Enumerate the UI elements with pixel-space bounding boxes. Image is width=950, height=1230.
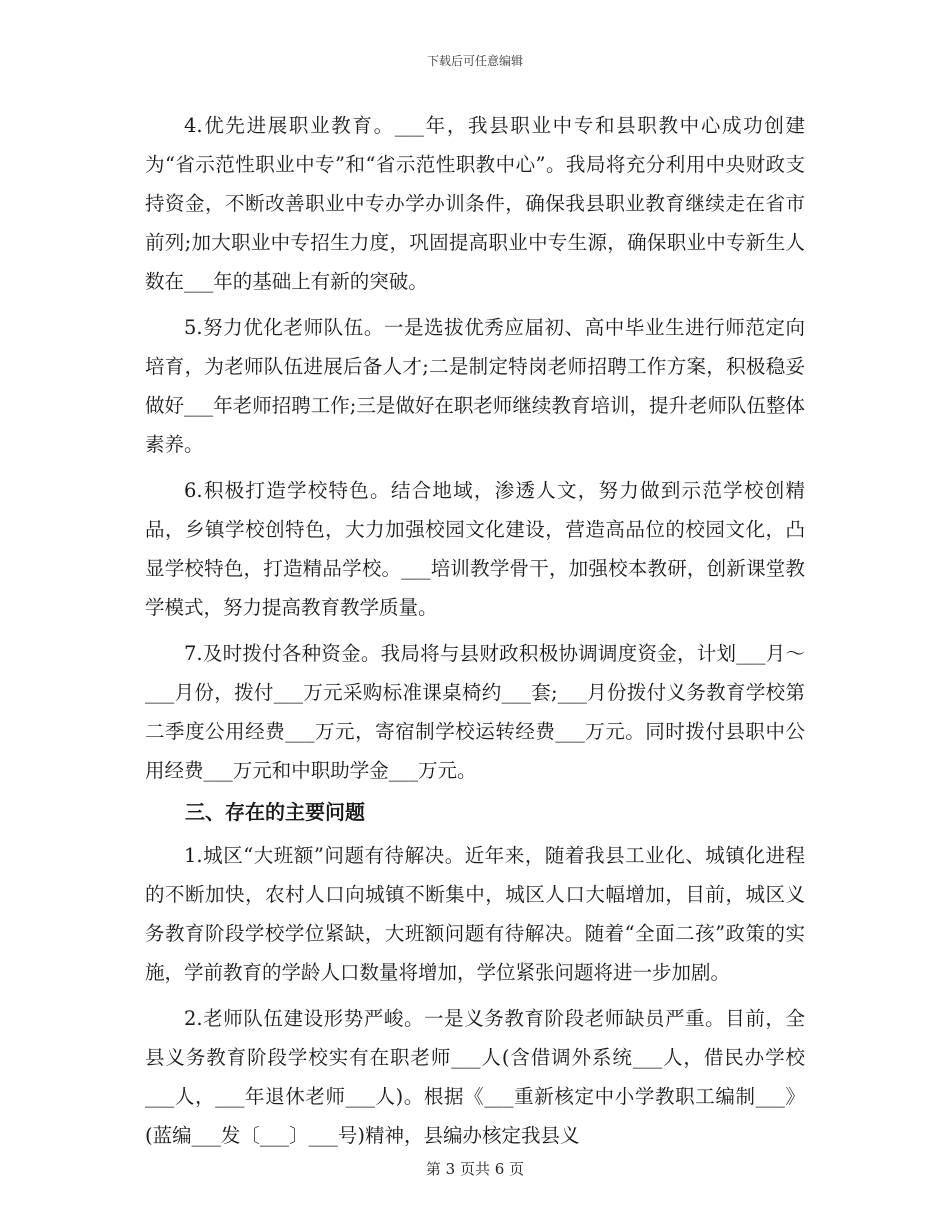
paragraph-funding: 7.及时拨付各种资金。我局将与县财政积极协调调度资金，计划___月～___月份，拨付___万元采购标准课桌椅约___套;___月份拨付义务教育学校第二季度公用经费___万元，寄宿制学校运转经费___万元。同时拨付县职中公用经费___万元和中职助学金___万元。 <box>145 642 805 782</box>
paragraph-teacher-team: 5.努力优化老师队伍。一是选拔优秀应届初、高中毕业生进行师范定向培育，为老师队伍进展后备人才;二是制定特岗老师招聘工作方案，积极稳妥做好___年老师招聘工作;三是做好在职老师继续教育培训，提升老师队伍整体素养。 <box>145 316 805 456</box>
section-heading: 三、存在的主要问题 <box>185 800 365 824</box>
document-body <box>145 106 805 1155</box>
paragraph-school-features: 6.积极打造学校特色。结合地域，渗透人文，努力做到示范学校创精品，乡镇学校创特色，大力加强校园文化建设，营造高品位的校园文化，凸显学校特色，打造精品学校。___培训教学骨干，加强校本教研，创新课堂教学模式，努力提高教育教学质量。 <box>145 479 805 619</box>
paragraph-vocational-education: 4.优先进展职业教育。___年，我县职业中专和县职教中心成功创建为“省示范性职业中专”和“省示范性职教中心”。我局将充分利用中央财政支持资金，不断改善职业中专办学办训条件，确保我县职业教育继续走在省市前列;加大职业中专招生力度，巩固提高职业中专生源，确保职业中专新生人数在___年的基础上有新的突破。 <box>145 114 805 293</box>
paragraph-teacher-shortage: 2.老师队伍建设形势严峻。一是义务教育阶段老师缺员严重。目前，全县义务教育阶段学校实有在职老师___人(含借调外系统___人，借民办学校___人，___年退休老师___人)。根据《___重新核定中小学教职工编制___》(蓝编___发〔___〕___号)精神，县编办核定我县义 <box>145 1007 805 1147</box>
page-header: 下载后可任意编辑 <box>426 54 523 68</box>
page-footer: 第 3 页共 6 页 <box>425 1160 525 1178</box>
paragraph-large-class-issue: 1.城区“大班额”问题有待解决。近年来，随着我县工业化、城镇化进程的不断加快，农村人口向城镇不断集中，城区人口大幅增加，目前，城区义务教育阶段学校学位紧缺，大班额问题有待解决。随着“全面二孩”政策的实施，学前教育的学龄人口数量将增加，学位紧张问题将进一步加剧。 <box>145 844 805 984</box>
